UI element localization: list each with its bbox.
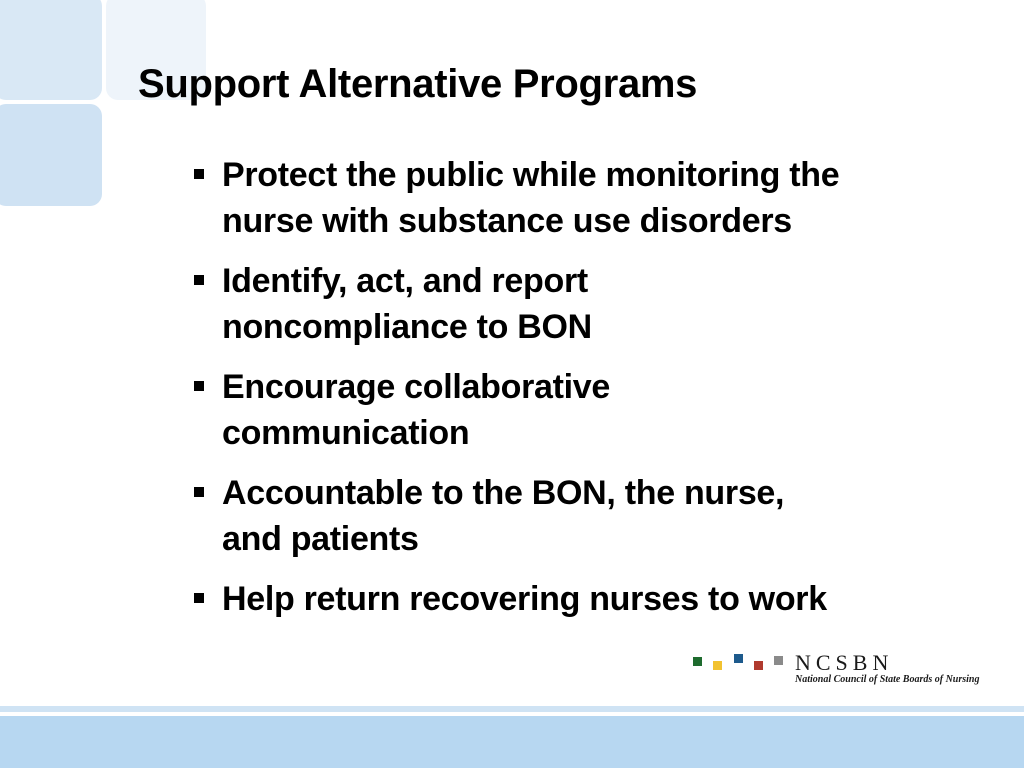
bullet-item xyxy=(190,364,990,456)
square-bullet-icon xyxy=(194,487,204,497)
footer-band-line xyxy=(0,706,1024,712)
bullet-text: Encourage collaborative communication xyxy=(222,368,611,452)
ncsbn-logo xyxy=(693,652,993,696)
square-bullet-icon xyxy=(194,275,204,285)
logo-square-icon xyxy=(713,661,722,670)
logo-square-icon xyxy=(754,661,763,670)
footer-band xyxy=(0,716,1024,768)
bullet-text: Identify, act, and report noncompliance to BON xyxy=(222,262,592,346)
bullet-item xyxy=(190,470,990,562)
square-bullet-icon xyxy=(194,381,204,391)
logo-square-icon xyxy=(734,654,743,663)
square-bullet-icon xyxy=(194,593,204,603)
square-bullet-icon xyxy=(194,169,204,179)
bullet-text: Accountable to the BON, the nurse, and patients xyxy=(222,474,785,558)
bullet-text: Help return recovering nurses to work xyxy=(222,580,827,618)
bullet-item xyxy=(190,152,990,244)
logo-tagline: National Council of State Boards of Nursing xyxy=(795,674,980,685)
decorative-square-left xyxy=(0,104,102,206)
decorative-square-top-left xyxy=(0,0,102,100)
bullet-list xyxy=(190,152,990,636)
bullet-item xyxy=(190,576,990,622)
logo-wordmark: NCSBN xyxy=(795,650,894,675)
logo-square-icon xyxy=(693,657,702,666)
slide-title: Support Alternative Programs xyxy=(138,62,698,106)
bullet-item xyxy=(190,258,990,350)
bullet-text: Protect the public while monitoring the nurse with substance use disorders xyxy=(222,156,840,240)
logo-square-icon xyxy=(774,656,783,665)
